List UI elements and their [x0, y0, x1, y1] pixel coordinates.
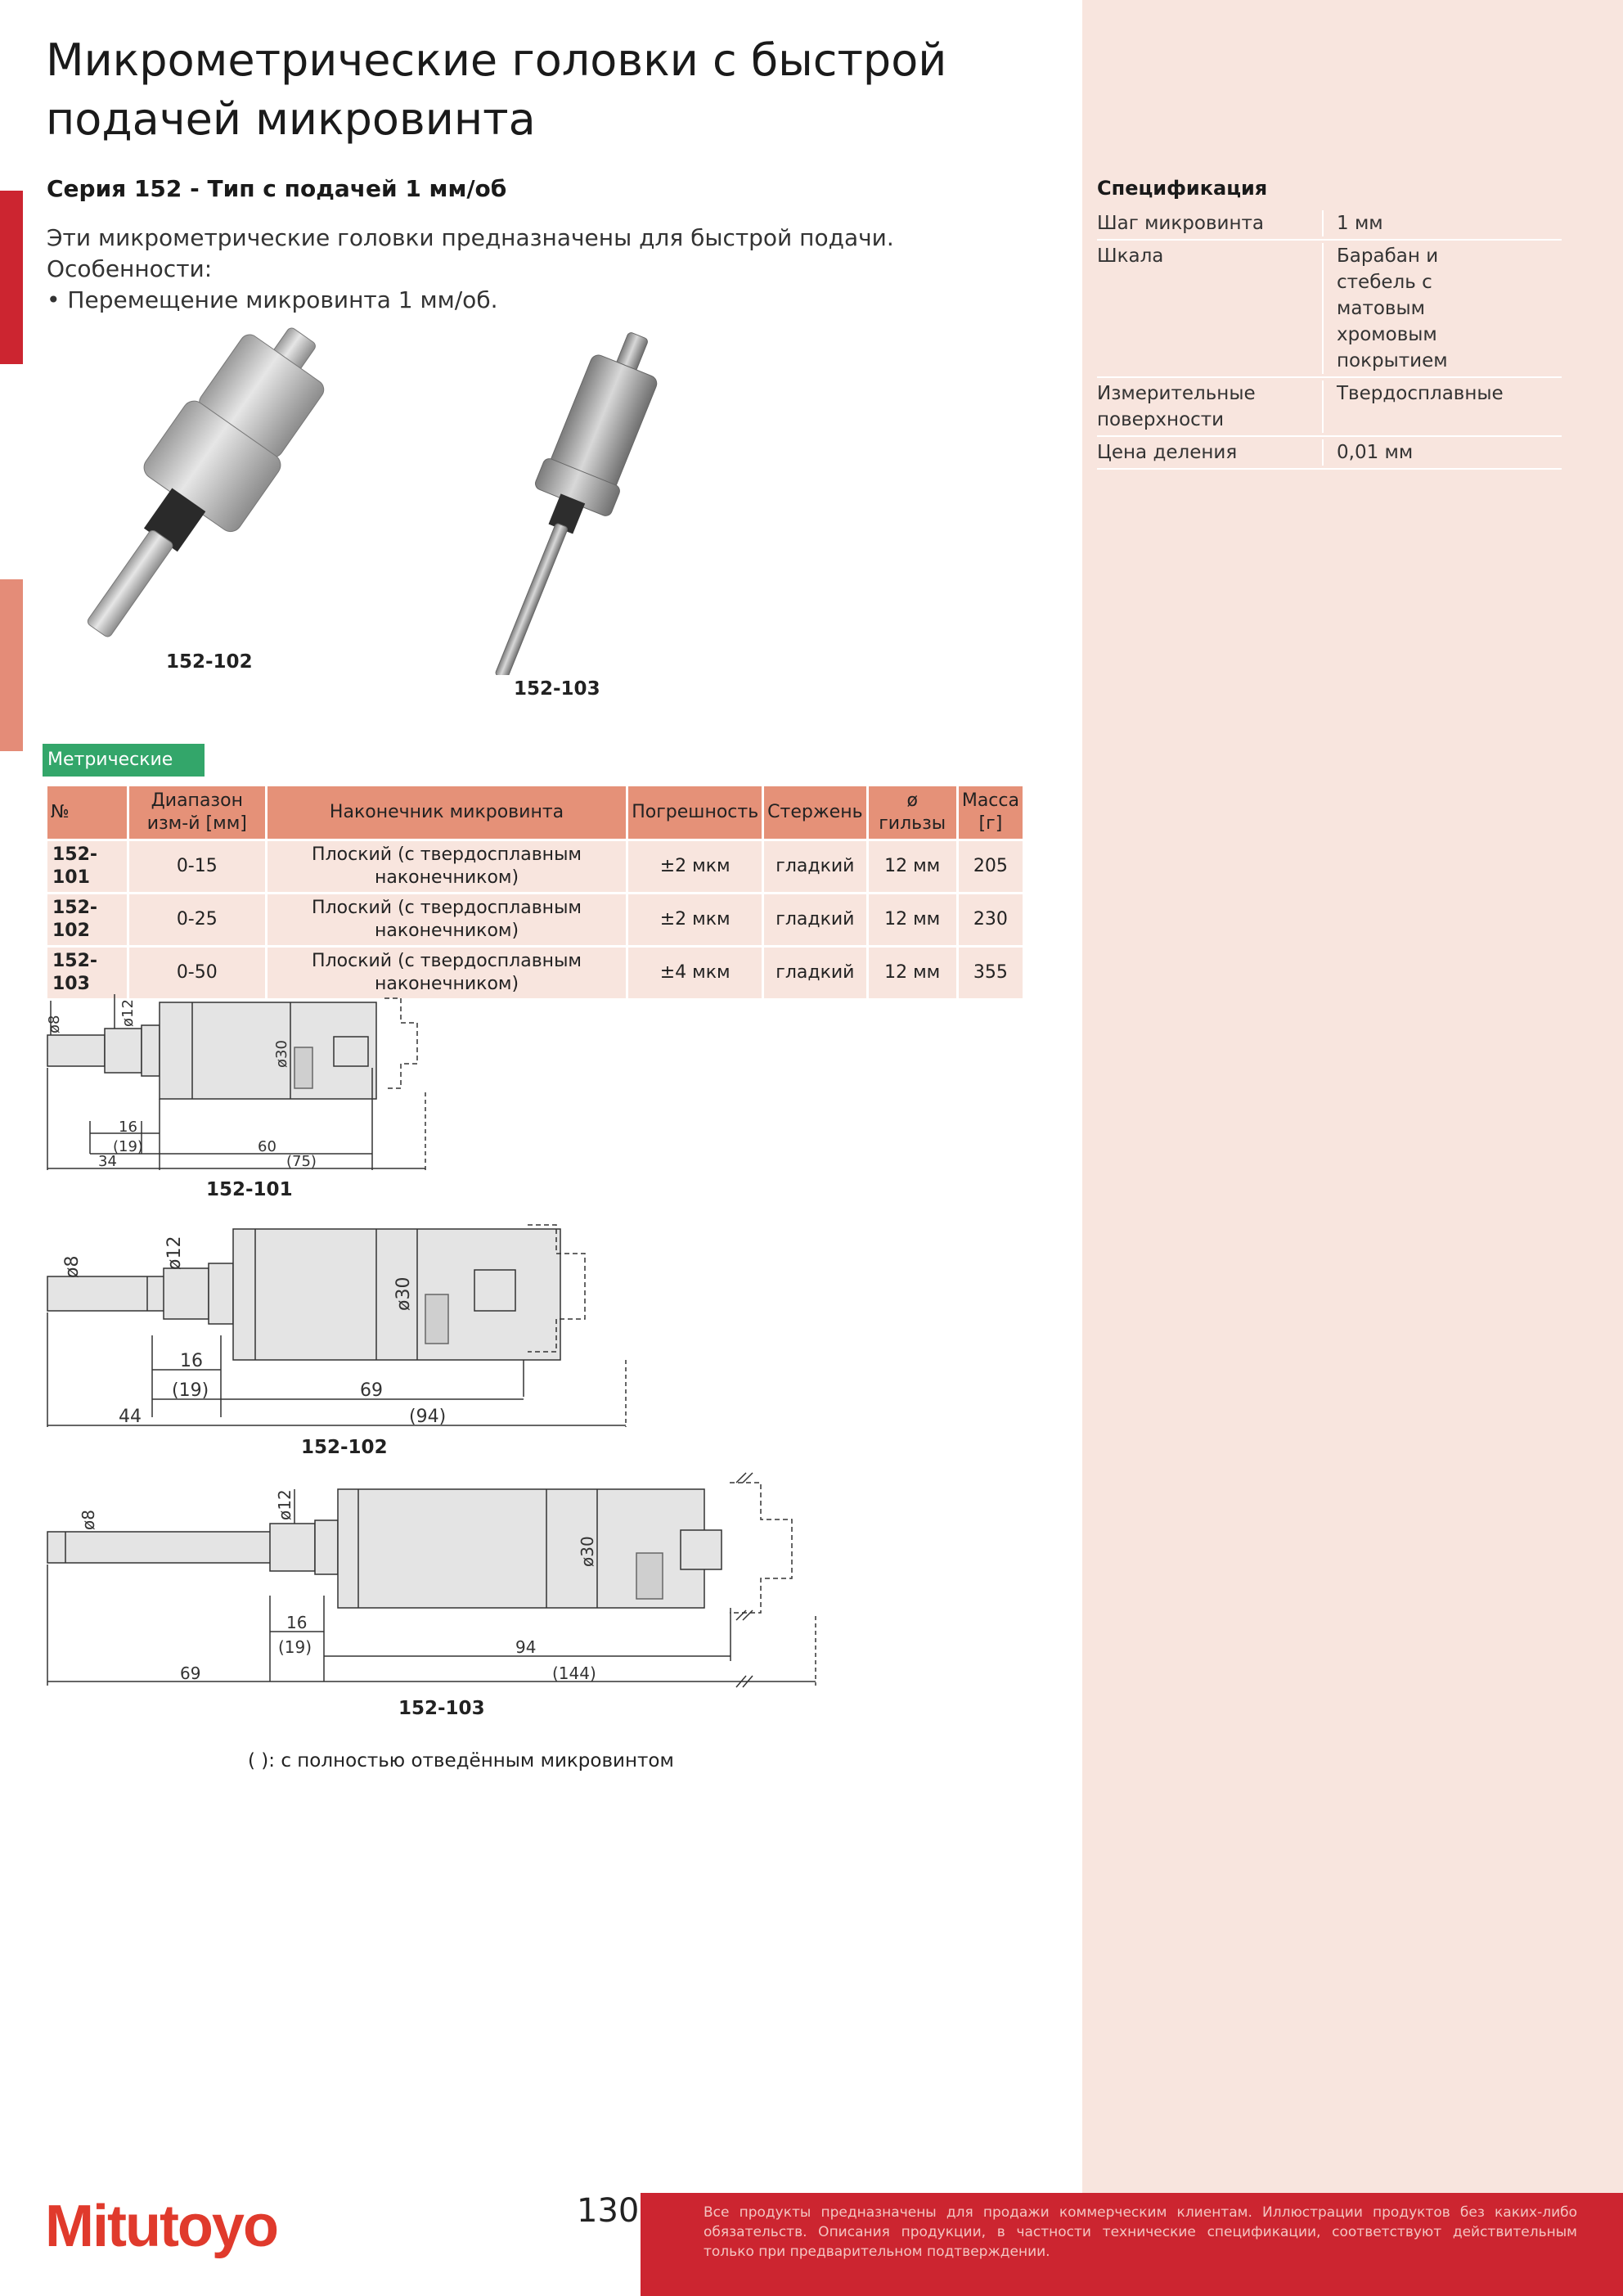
footer-disclaimer: Все продукты предназначены для продажи коммерческим клиентам. Иллюстрации продуктов без каких-либо обязательств. Описания продукции, в частности технические спецификации, соответствуют действительным только при предварительном подтверждении. [704, 2204, 1577, 2260]
drawing-152-101 [41, 978, 450, 1178]
footnote: ( ): с полностью отведённым микровинтом [248, 1750, 674, 1772]
photo-152-102 [45, 315, 372, 651]
col-header-spindle: Стержень [763, 786, 867, 840]
cell-accuracy: ±2 мкм [627, 894, 763, 947]
dim-b: (19) [113, 1138, 143, 1155]
dim-a: 16 [286, 1613, 308, 1632]
cell-tip: Плоский (с твердосплавным наконечником) [266, 840, 627, 894]
product-table [45, 784, 1025, 1001]
col-header-range: Диапазон изм-й [мм] [128, 786, 266, 840]
cell-spindle: гладкий [763, 894, 867, 947]
table-row [47, 840, 1024, 894]
col-header-mass: Масса [г] [957, 786, 1023, 840]
intro-text [47, 223, 1028, 316]
cell-number: 152-103 [47, 947, 128, 1000]
side-accent-red [0, 191, 23, 364]
spec-value: 0,01 мм [1337, 442, 1414, 463]
drawing-152-102 [41, 1213, 638, 1434]
dim-d: 34 [98, 1153, 117, 1170]
cell-mass: 230 [957, 894, 1023, 947]
intro-line: Эти микрометрические головки предназначены для быстрой подачи. Особенности: [47, 224, 894, 282]
dim-a: 16 [180, 1351, 203, 1371]
spec-row [1097, 437, 1562, 470]
intro-bullet: • Перемещение микровинта 1 мм/об. [47, 286, 498, 313]
spec-value: 1 мм [1337, 213, 1383, 234]
cell-mass: 205 [957, 840, 1023, 894]
cell-range: 0-15 [128, 840, 266, 894]
spec-row [1097, 378, 1562, 437]
dim-d12: ø12 [275, 1489, 294, 1520]
dim-c: 69 [360, 1380, 383, 1401]
cell-accuracy: ±4 мкм [627, 947, 763, 1000]
table-row [47, 894, 1024, 947]
drawing-label-152-103: 152-103 [398, 1698, 485, 1719]
specification-block [1097, 177, 1562, 470]
cell-spindle: гладкий [763, 947, 867, 1000]
photo-152-103 [393, 315, 712, 675]
spec-key: Шаг микровинта [1097, 210, 1324, 236]
dim-c: 94 [515, 1637, 537, 1657]
dim-d30: ø30 [273, 1040, 290, 1068]
mitutoyo-logo: Mitutoyo [45, 2194, 277, 2259]
table-header-row [47, 786, 1024, 840]
cell-accuracy: ±2 мкм [627, 840, 763, 894]
dim-d: 44 [119, 1407, 142, 1427]
dim-d: 69 [180, 1663, 201, 1683]
cell-spindle: гладкий [763, 840, 867, 894]
cell-range: 0-50 [128, 947, 266, 1000]
photo-caption-152-103: 152-103 [514, 678, 600, 700]
page-number: 130 [577, 2192, 640, 2230]
side-accent-salmon [0, 579, 23, 751]
dim-d8: ø8 [79, 1510, 98, 1530]
series-heading: Серия 152 - Тип с подачей 1 мм/об [47, 175, 507, 202]
dim-a: 16 [119, 1119, 137, 1136]
metric-tag: Метрические [43, 744, 205, 777]
dim-b: (19) [172, 1380, 209, 1401]
dim-c: 60 [258, 1138, 276, 1155]
dim-d30: ø30 [578, 1536, 597, 1567]
dim-b: (19) [278, 1637, 312, 1657]
dim-e: (144) [552, 1663, 596, 1683]
dim-d30: ø30 [393, 1276, 414, 1311]
cell-mass: 355 [957, 947, 1023, 1000]
cell-number: 152-102 [47, 894, 128, 947]
cell-tip: Плоский (с твердосплавным наконечником) [266, 947, 627, 1000]
dim-d12: ø12 [164, 1236, 185, 1270]
dim-d12: ø12 [119, 999, 137, 1027]
cell-number: 152-101 [47, 840, 128, 894]
cell-sleeve: 12 мм [867, 947, 957, 1000]
spec-key: Измерительные поверхности [1097, 380, 1324, 433]
drawing-152-103 [41, 1465, 830, 1694]
dim-d8: ø8 [46, 1015, 63, 1033]
cell-sleeve: 12 мм [867, 894, 957, 947]
spec-title: Спецификация [1097, 177, 1268, 200]
col-header-number: № [47, 786, 128, 840]
spec-row [1097, 241, 1562, 378]
spec-key: Шкала [1097, 243, 1324, 374]
col-header-accuracy: Погрешность [627, 786, 763, 840]
cell-range: 0-25 [128, 894, 266, 947]
spec-value: Барабан и стебель с матовым хромовым покрытием [1337, 245, 1448, 371]
col-header-tip: Наконечник микровинта [266, 786, 627, 840]
spec-key: Цена деления [1097, 439, 1324, 466]
cell-sleeve: 12 мм [867, 840, 957, 894]
dim-e: (75) [286, 1153, 317, 1170]
page-title: Микрометрические головки с быстрой подачей микровинта [46, 34, 947, 145]
col-header-sleeve: ø гильзы [867, 786, 957, 840]
spec-row [1097, 208, 1562, 241]
drawing-label-152-101: 152-101 [206, 1179, 293, 1200]
spec-value: Твердосплавные [1337, 383, 1504, 404]
cell-tip: Плоский (с твердосплавным наконечником) [266, 894, 627, 947]
drawing-label-152-102: 152-102 [301, 1437, 388, 1458]
photo-caption-152-102: 152-102 [166, 651, 253, 673]
dim-e: (94) [409, 1407, 447, 1427]
dim-d8: ø8 [62, 1255, 83, 1278]
